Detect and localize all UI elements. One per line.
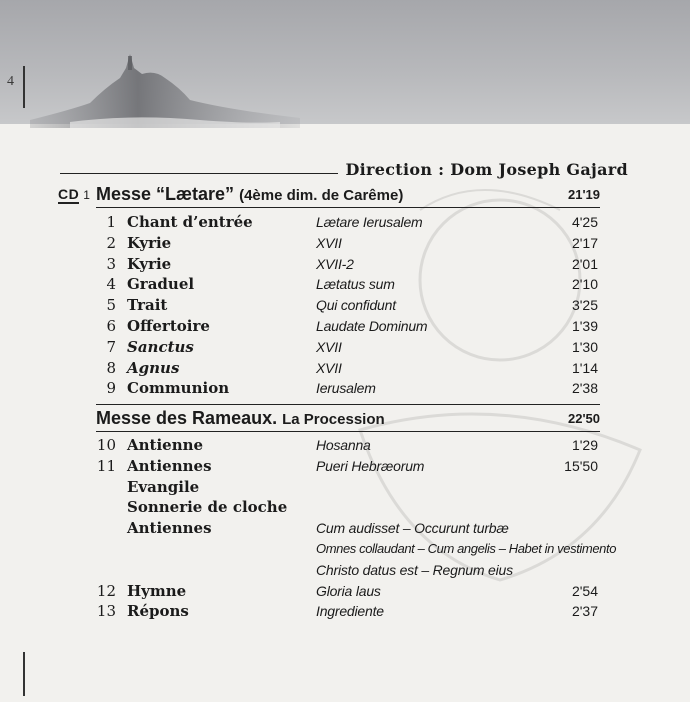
track-title: Offertoire xyxy=(127,317,210,335)
track-row xyxy=(0,234,690,255)
track-title: Antiennes xyxy=(127,456,212,475)
direction-rule xyxy=(60,173,338,174)
track-duration: 2'37 xyxy=(571,603,598,620)
track-title: Evangile xyxy=(127,477,200,496)
track-row xyxy=(0,317,690,338)
track-number: 11 xyxy=(96,456,116,475)
margin-rule xyxy=(23,652,25,696)
section-rule xyxy=(96,431,600,432)
track-row xyxy=(0,436,690,457)
page-number: 4 xyxy=(7,74,14,89)
track-incipit: Ingrediente xyxy=(316,603,384,620)
section-rule xyxy=(96,207,600,208)
track-number: 8 xyxy=(106,358,116,377)
track-title: Chant d’entrée xyxy=(127,213,253,231)
section-title-main: Messe “Lætare” xyxy=(96,183,235,204)
track-incipit: Pueri Hebræorum xyxy=(316,457,425,474)
track-title: Trait xyxy=(127,296,168,315)
track-row xyxy=(0,338,690,359)
direction-credit: Direction : Dom Joseph Gajard xyxy=(345,159,628,179)
track-title: Antiennes xyxy=(127,519,212,538)
track-number: 6 xyxy=(106,317,116,335)
track-incipit: Lætatus sum xyxy=(316,276,395,293)
track-duration: 2'54 xyxy=(571,582,598,599)
track-title: Sonnerie de cloche xyxy=(127,498,288,517)
track-number: 4 xyxy=(106,275,116,294)
track-number: 10 xyxy=(96,436,116,454)
track-duration: 2'38 xyxy=(571,380,598,397)
track-title: Graduel xyxy=(127,275,195,294)
track-title: Antienne xyxy=(127,436,204,454)
track-incipit: XVII xyxy=(316,338,342,355)
track-incipit: XVII-2 xyxy=(316,255,354,272)
track-incipit: Hosanna xyxy=(316,437,371,453)
track-row xyxy=(0,255,690,276)
track-title: Kyrie xyxy=(127,254,172,273)
track-duration: 2'17 xyxy=(571,234,598,251)
track-row xyxy=(0,359,690,380)
track-row xyxy=(0,457,690,478)
track-number: 3 xyxy=(106,254,116,273)
cd-number: 1 xyxy=(83,188,90,202)
track-incipit: Omnes collaudant – Cum angelis – Habet in vestimento xyxy=(316,541,617,556)
track-number: 9 xyxy=(106,379,116,398)
margin-rule xyxy=(23,66,25,108)
track-number: 1 xyxy=(106,213,116,231)
track-row xyxy=(0,582,690,603)
track-incipit: XVII xyxy=(316,359,342,376)
track-incipit: Laudate Dominum xyxy=(316,318,428,334)
section-heading-laetare xyxy=(96,181,600,207)
track-duration: 1'29 xyxy=(571,437,598,453)
track-row xyxy=(0,275,690,296)
mont-saint-michel-image xyxy=(30,48,300,128)
track-number: 13 xyxy=(96,602,116,621)
track-incipit: Lætare Ierusalem xyxy=(316,214,423,230)
track-duration: 3'25 xyxy=(571,297,598,314)
track-incipit: Ierusalem xyxy=(316,380,376,397)
section-title xyxy=(96,408,385,429)
track-incipit: XVII xyxy=(316,234,342,251)
track-incipit: Qui confidunt xyxy=(316,297,396,314)
track-duration: 1'14 xyxy=(571,359,598,376)
cd-mark: CD xyxy=(58,186,80,202)
section-heading-rameaux xyxy=(96,405,600,431)
track-row xyxy=(0,561,690,582)
cd-label xyxy=(58,186,90,202)
direction-line xyxy=(60,158,628,180)
track-title: Kyrie xyxy=(127,233,172,252)
track-title: Hymne xyxy=(127,581,187,600)
section-title-main: Messe des Rameaux. xyxy=(96,407,278,428)
track-row xyxy=(0,296,690,317)
section-total-duration: 21'19 xyxy=(567,186,600,202)
track-row xyxy=(0,213,690,234)
track-number: 12 xyxy=(96,581,116,600)
track-incipit: Christo datus est – Regnum eius xyxy=(316,561,513,578)
track-row xyxy=(0,602,690,623)
track-title: Sanctus xyxy=(127,337,194,356)
section-subtitle: La Procession xyxy=(282,410,385,428)
track-duration: 1'30 xyxy=(571,338,598,355)
track-row xyxy=(0,478,690,499)
track-duration: 1'39 xyxy=(571,318,598,334)
track-number: 5 xyxy=(106,296,116,315)
track-row xyxy=(0,519,690,540)
track-row xyxy=(0,379,690,400)
track-title: Agnus xyxy=(127,358,180,377)
track-duration: 4'25 xyxy=(571,214,598,230)
section-total-duration: 22'50 xyxy=(567,410,600,426)
track-duration: 15'50 xyxy=(564,457,598,474)
track-title: Répons xyxy=(127,602,189,621)
track-duration: 2'01 xyxy=(571,255,598,272)
section-title xyxy=(96,184,403,205)
track-number: 7 xyxy=(106,337,116,356)
track-duration: 2'10 xyxy=(571,276,598,293)
track-title: Communion xyxy=(127,379,230,398)
track-number: 2 xyxy=(106,233,116,252)
track-row xyxy=(0,498,690,519)
track-incipit: Cum audisset – Occurunt turbæ xyxy=(316,520,509,537)
track-row xyxy=(0,540,690,561)
track-incipit: Gloria laus xyxy=(316,582,381,599)
section-subtitle: (4ème dim. de Carême) xyxy=(239,186,404,204)
